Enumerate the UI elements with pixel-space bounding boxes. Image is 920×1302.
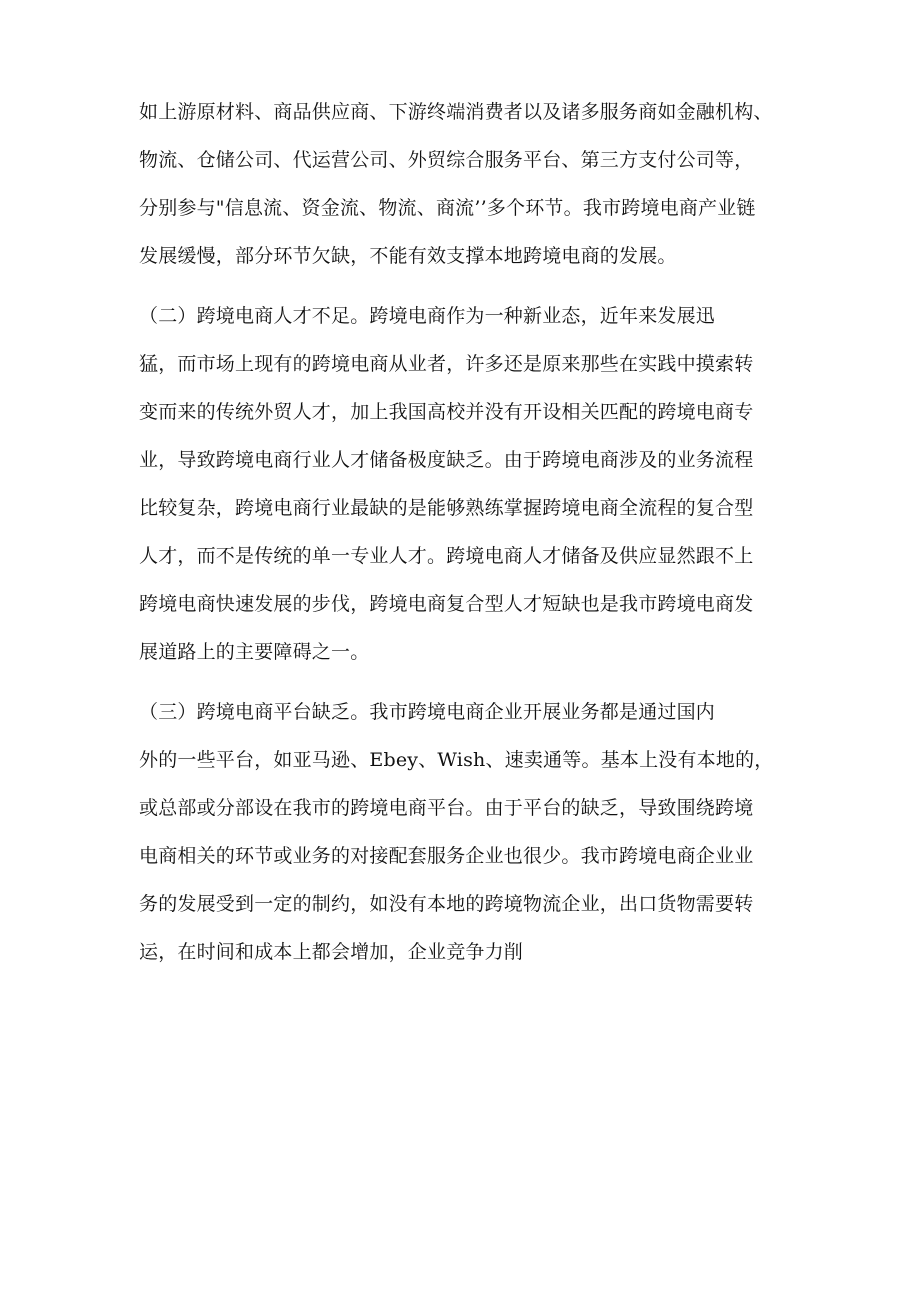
text-line: 如上游原材料、商品供应商、下游终端消费者以及诸多服务商如金融机构、 bbox=[139, 101, 773, 123]
paragraph-talent-shortage bbox=[139, 292, 819, 676]
text-line: 业，导致跨境电商行业人才储备极度缺乏。由于跨境电商涉及的业务流程 bbox=[139, 449, 754, 471]
text-line: 发展缓慢，部分环节欠缺，不能有效支撑本地跨境电商的发展。 bbox=[139, 245, 677, 267]
text-line: 人才，而不是传统的单一专业人才。跨境电商人才储备及供应显然跟不上 bbox=[139, 545, 754, 567]
text-line: 外的一些平台，如亚马逊、Ebey、Wish、速卖通等。基本上没有本地的， bbox=[139, 749, 774, 771]
text-line: （三）跨境电商平台缺乏。我市跨境电商企业开展业务都是通过国内 bbox=[139, 701, 716, 723]
text-line: 电商相关的环节或业务的对接配套服务企业也很少。我市跨境电商企业业 bbox=[139, 845, 754, 867]
text-line: 变而来的传统外贸人才，加上我国高校并没有开设相关匹配的跨境电商专 bbox=[139, 401, 754, 423]
text-line: 或总部或分部设在我市的跨境电商平台。由于平台的缺乏，导致围绕跨境 bbox=[139, 797, 754, 819]
text-line: （二）跨境电商人才不足。跨境电商作为一种新业态，近年来发展迅 bbox=[139, 305, 716, 327]
paragraph-platform-shortage bbox=[139, 688, 819, 976]
text-line: 展道路上的主要障碍之一。 bbox=[139, 641, 370, 663]
text-line: 分别参与"信息流、资金流、物流、商流’’多个环节。我市跨境电商产业链 bbox=[139, 197, 756, 219]
text-line: 物流、仓储公司、代运营公司、外贸综合服务平台、第三方支付公司等， bbox=[139, 149, 754, 171]
text-line: 跨境电商快速发展的步伐，跨境电商复合型人才短缺也是我市跨境电商发 bbox=[139, 593, 754, 615]
text-line: 比较复杂，跨境电商行业最缺的是能够熟练掌握跨境电商全流程的复合型 bbox=[139, 497, 754, 519]
text-line: 猛，而市场上现有的跨境电商从业者，许多还是原来那些在实践中摸索转 bbox=[139, 353, 754, 375]
text-line: 务的发展受到一定的制约，如没有本地的跨境物流企业，出口货物需要转 bbox=[139, 893, 754, 915]
text-line: 运，在时间和成本上都会增加，企业竞争力削 bbox=[139, 941, 524, 963]
paragraph-industry-chain bbox=[139, 88, 819, 280]
